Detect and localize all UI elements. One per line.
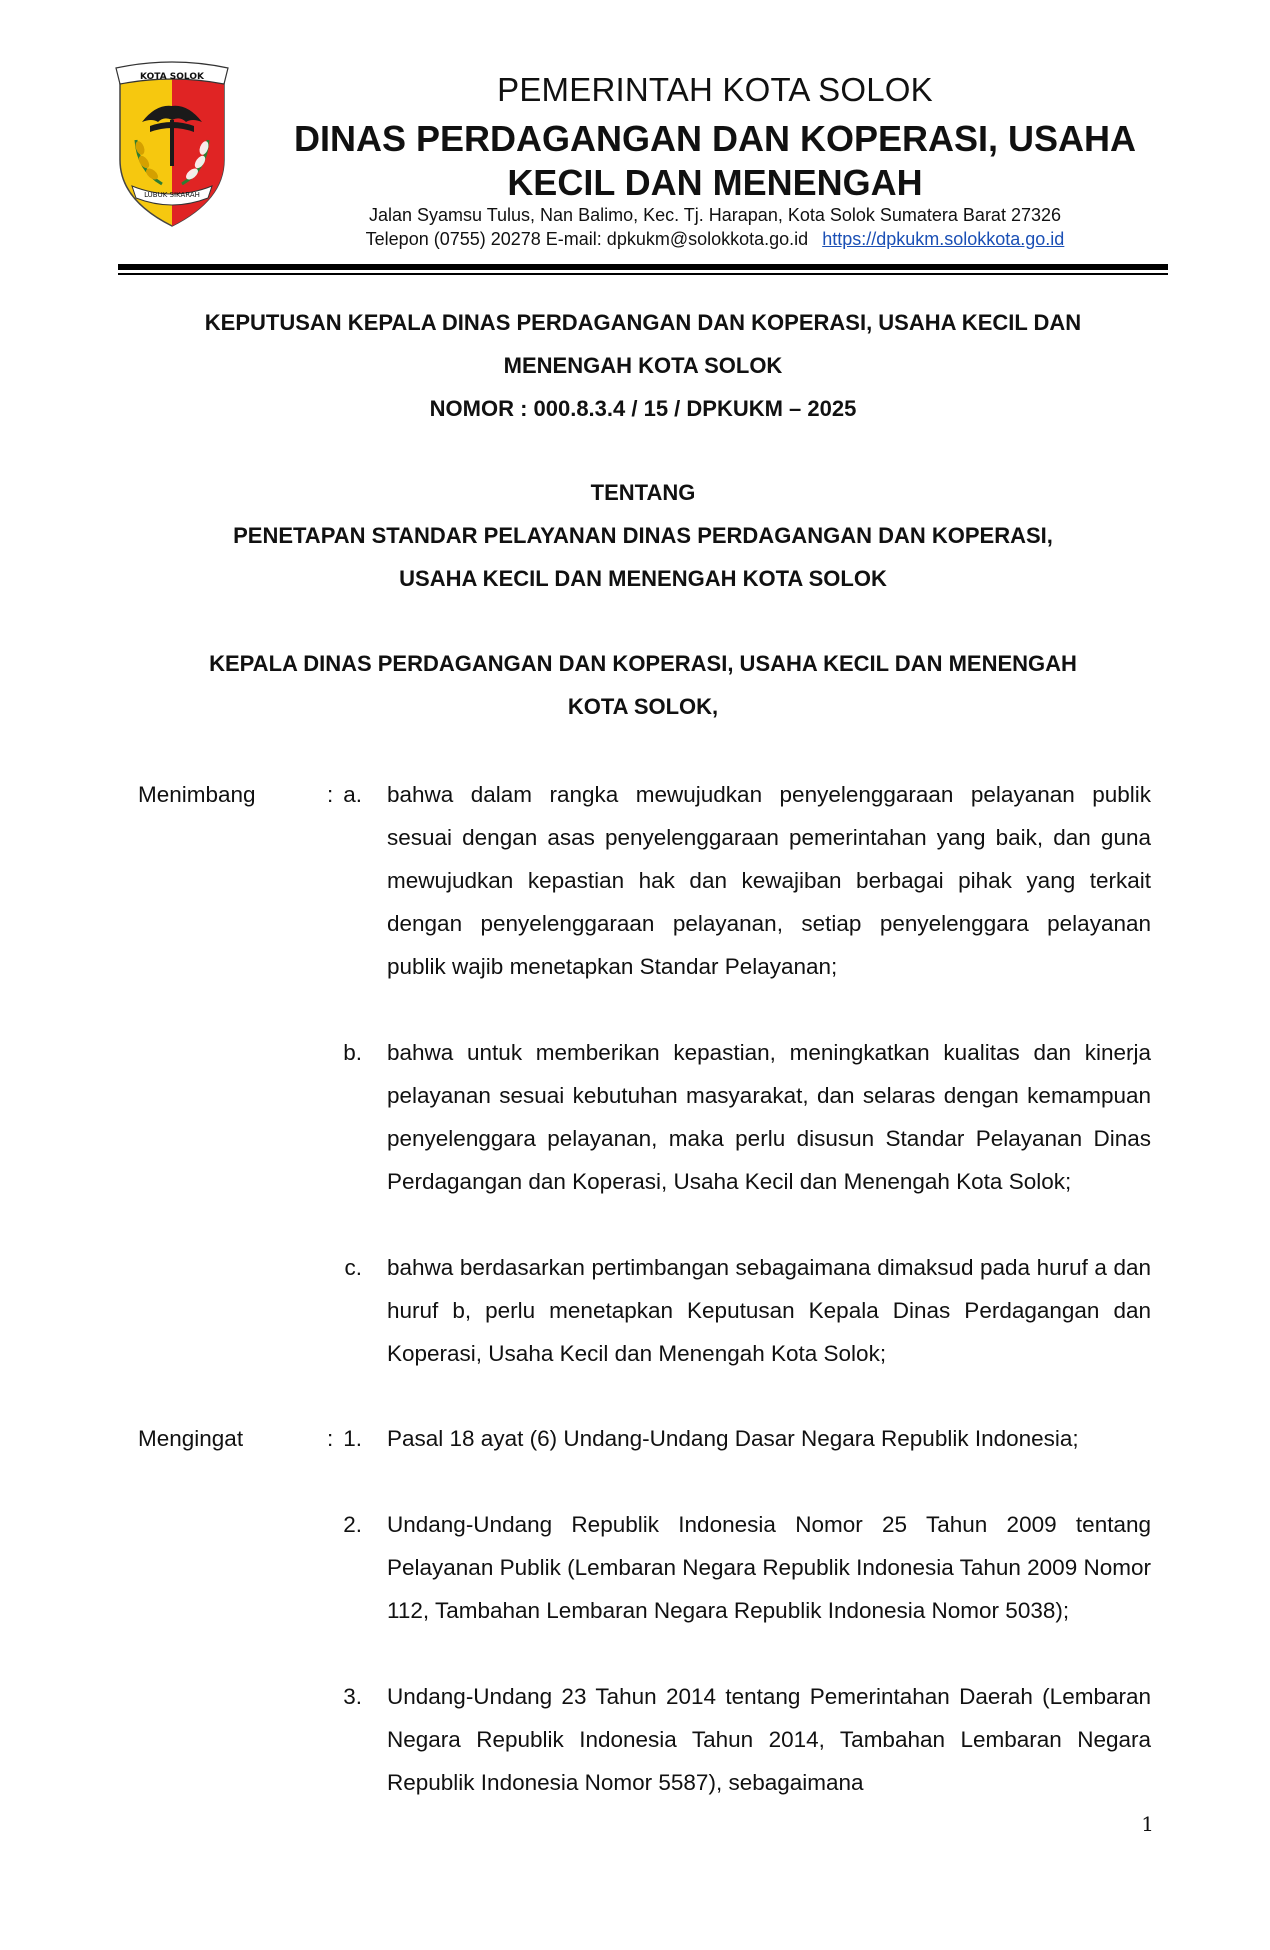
menimbang-colon: : <box>327 782 334 807</box>
letterhead-agency-line1: DINAS PERDAGANGAN DAN KOPERASI, USAHA <box>293 118 1137 159</box>
letterhead-website-link[interactable]: https://dpkukm.solokkota.go.id <box>822 229 1065 249</box>
subject-line2: USAHA KECIL DAN MENENGAH KOTA SOLOK <box>399 566 887 591</box>
mengingat-label: Mengingat <box>138 1426 244 1451</box>
emblem-ribbon-text: LUBUK SIKARAH <box>144 191 200 199</box>
official-line1: KEPALA DINAS PERDAGANGAN DAN KOPERASI, USAHA KECIL DAN MENENGAH <box>209 651 1077 676</box>
subject-tentang: TENTANG <box>590 480 696 505</box>
menimbang-marker-c: c. <box>344 1255 362 1280</box>
decree-title-line2: MENENGAH KOTA SOLOK <box>503 353 783 378</box>
mengingat-marker-2: 2. <box>343 1512 362 1537</box>
mengingat-item-2: Undang-Undang Republik Indonesia Nomor 25 Tahun 2009 tentang Pelayanan Publik (Lembaran Negara Republik Indonesia Tahun 2009 Nomor 112, Tambahan Lembaran Negara Republik Indonesia Nomor 5038); <box>387 1512 1151 1623</box>
emblem-text-top: KOTA SOLOK <box>140 72 204 82</box>
letterhead-agency-line2: KECIL DAN MENENGAH <box>507 162 923 203</box>
menimbang-item-a: bahwa dalam rangka mewujudkan penyelenggaraan pelayanan publik sesuai dengan asas penyelenggaraan pemerintahan yang baik, dan guna mewujudkan kepastian hak dan kewajiban berbagai pihak yang terkait dengan penyelenggaraan pelayanan, setiap penyelenggara pelayanan publik wajib menetapkan Standar Pelayanan; <box>387 782 1151 979</box>
menimbang-item-c: bahwa berdasarkan pertimbangan sebagaimana dimaksud pada huruf a dan huruf b, perlu menetapkan Keputusan Kepala Dinas Perdagangan dan Koperasi, Usaha Kecil dan Menengah Kota Solok; <box>387 1255 1151 1366</box>
page-number: 1 <box>1141 1812 1154 1836</box>
menimbang-marker-a: a. <box>343 782 362 807</box>
letterhead-agency <box>270 117 1160 205</box>
decree-title <box>118 301 1168 430</box>
mengingat-item-3: Undang-Undang 23 Tahun 2014 tentang Pemerintahan Daerah (Lembaran Negara Republik Indonesia Tahun 2014, Tambahan Lembaran Negara Republik Indonesia Nomor 5587), sebagaimana <box>387 1684 1151 1795</box>
decree-subject <box>118 471 1168 600</box>
issuing-official <box>118 642 1168 728</box>
subject-line1: PENETAPAN STANDAR PELAYANAN DINAS PERDAGANGAN DAN KOPERASI, <box>233 523 1053 548</box>
letterhead-contact-row <box>270 227 1160 251</box>
official-line2: KOTA SOLOK, <box>567 694 719 719</box>
menimbang-label: Menimbang <box>138 782 256 807</box>
menimbang-marker-b: b. <box>343 1040 362 1065</box>
letterhead-address: Jalan Syamsu Tulus, Nan Balimo, Kec. Tj. Harapan, Kota Solok Sumatera Barat 27326 <box>368 205 1062 225</box>
letterhead-rule-thin <box>118 273 1168 275</box>
mengingat-marker-3: 3. <box>343 1684 362 1709</box>
letterhead-rule-thick <box>118 264 1168 270</box>
mengingat-colon: : <box>327 1426 334 1451</box>
menimbang-item-b: bahwa untuk memberikan kepastian, meningkatkan kualitas dan kinerja pelayanan sesuai kebutuhan masyarakat, dan selaras dengan kemampuan penyelenggara pelayanan, maka perlu disusun Standar Pelayanan Dinas Perdagangan dan Koperasi, Usaha Kecil dan Menengah Kota Solok; <box>387 1040 1151 1194</box>
kota-solok-emblem <box>112 60 232 230</box>
mengingat-item-1: Pasal 18 ayat (6) Undang-Undang Dasar Negara Republik Indonesia; <box>387 1426 1079 1451</box>
mengingat-marker-1: 1. <box>343 1426 362 1451</box>
decree-number: NOMOR : 000.8.3.4 / 15 / DPKUKM – 2025 <box>429 396 857 421</box>
letterhead-contact: Telepon (0755) 20278 E-mail: dpkukm@solokkota.go.id <box>365 229 809 249</box>
decree-title-line1: KEPUTUSAN KEPALA DINAS PERDAGANGAN DAN KOPERASI, USAHA KECIL DAN <box>204 310 1082 335</box>
letterhead-government: PEMERINTAH KOTA SOLOK <box>497 71 933 108</box>
